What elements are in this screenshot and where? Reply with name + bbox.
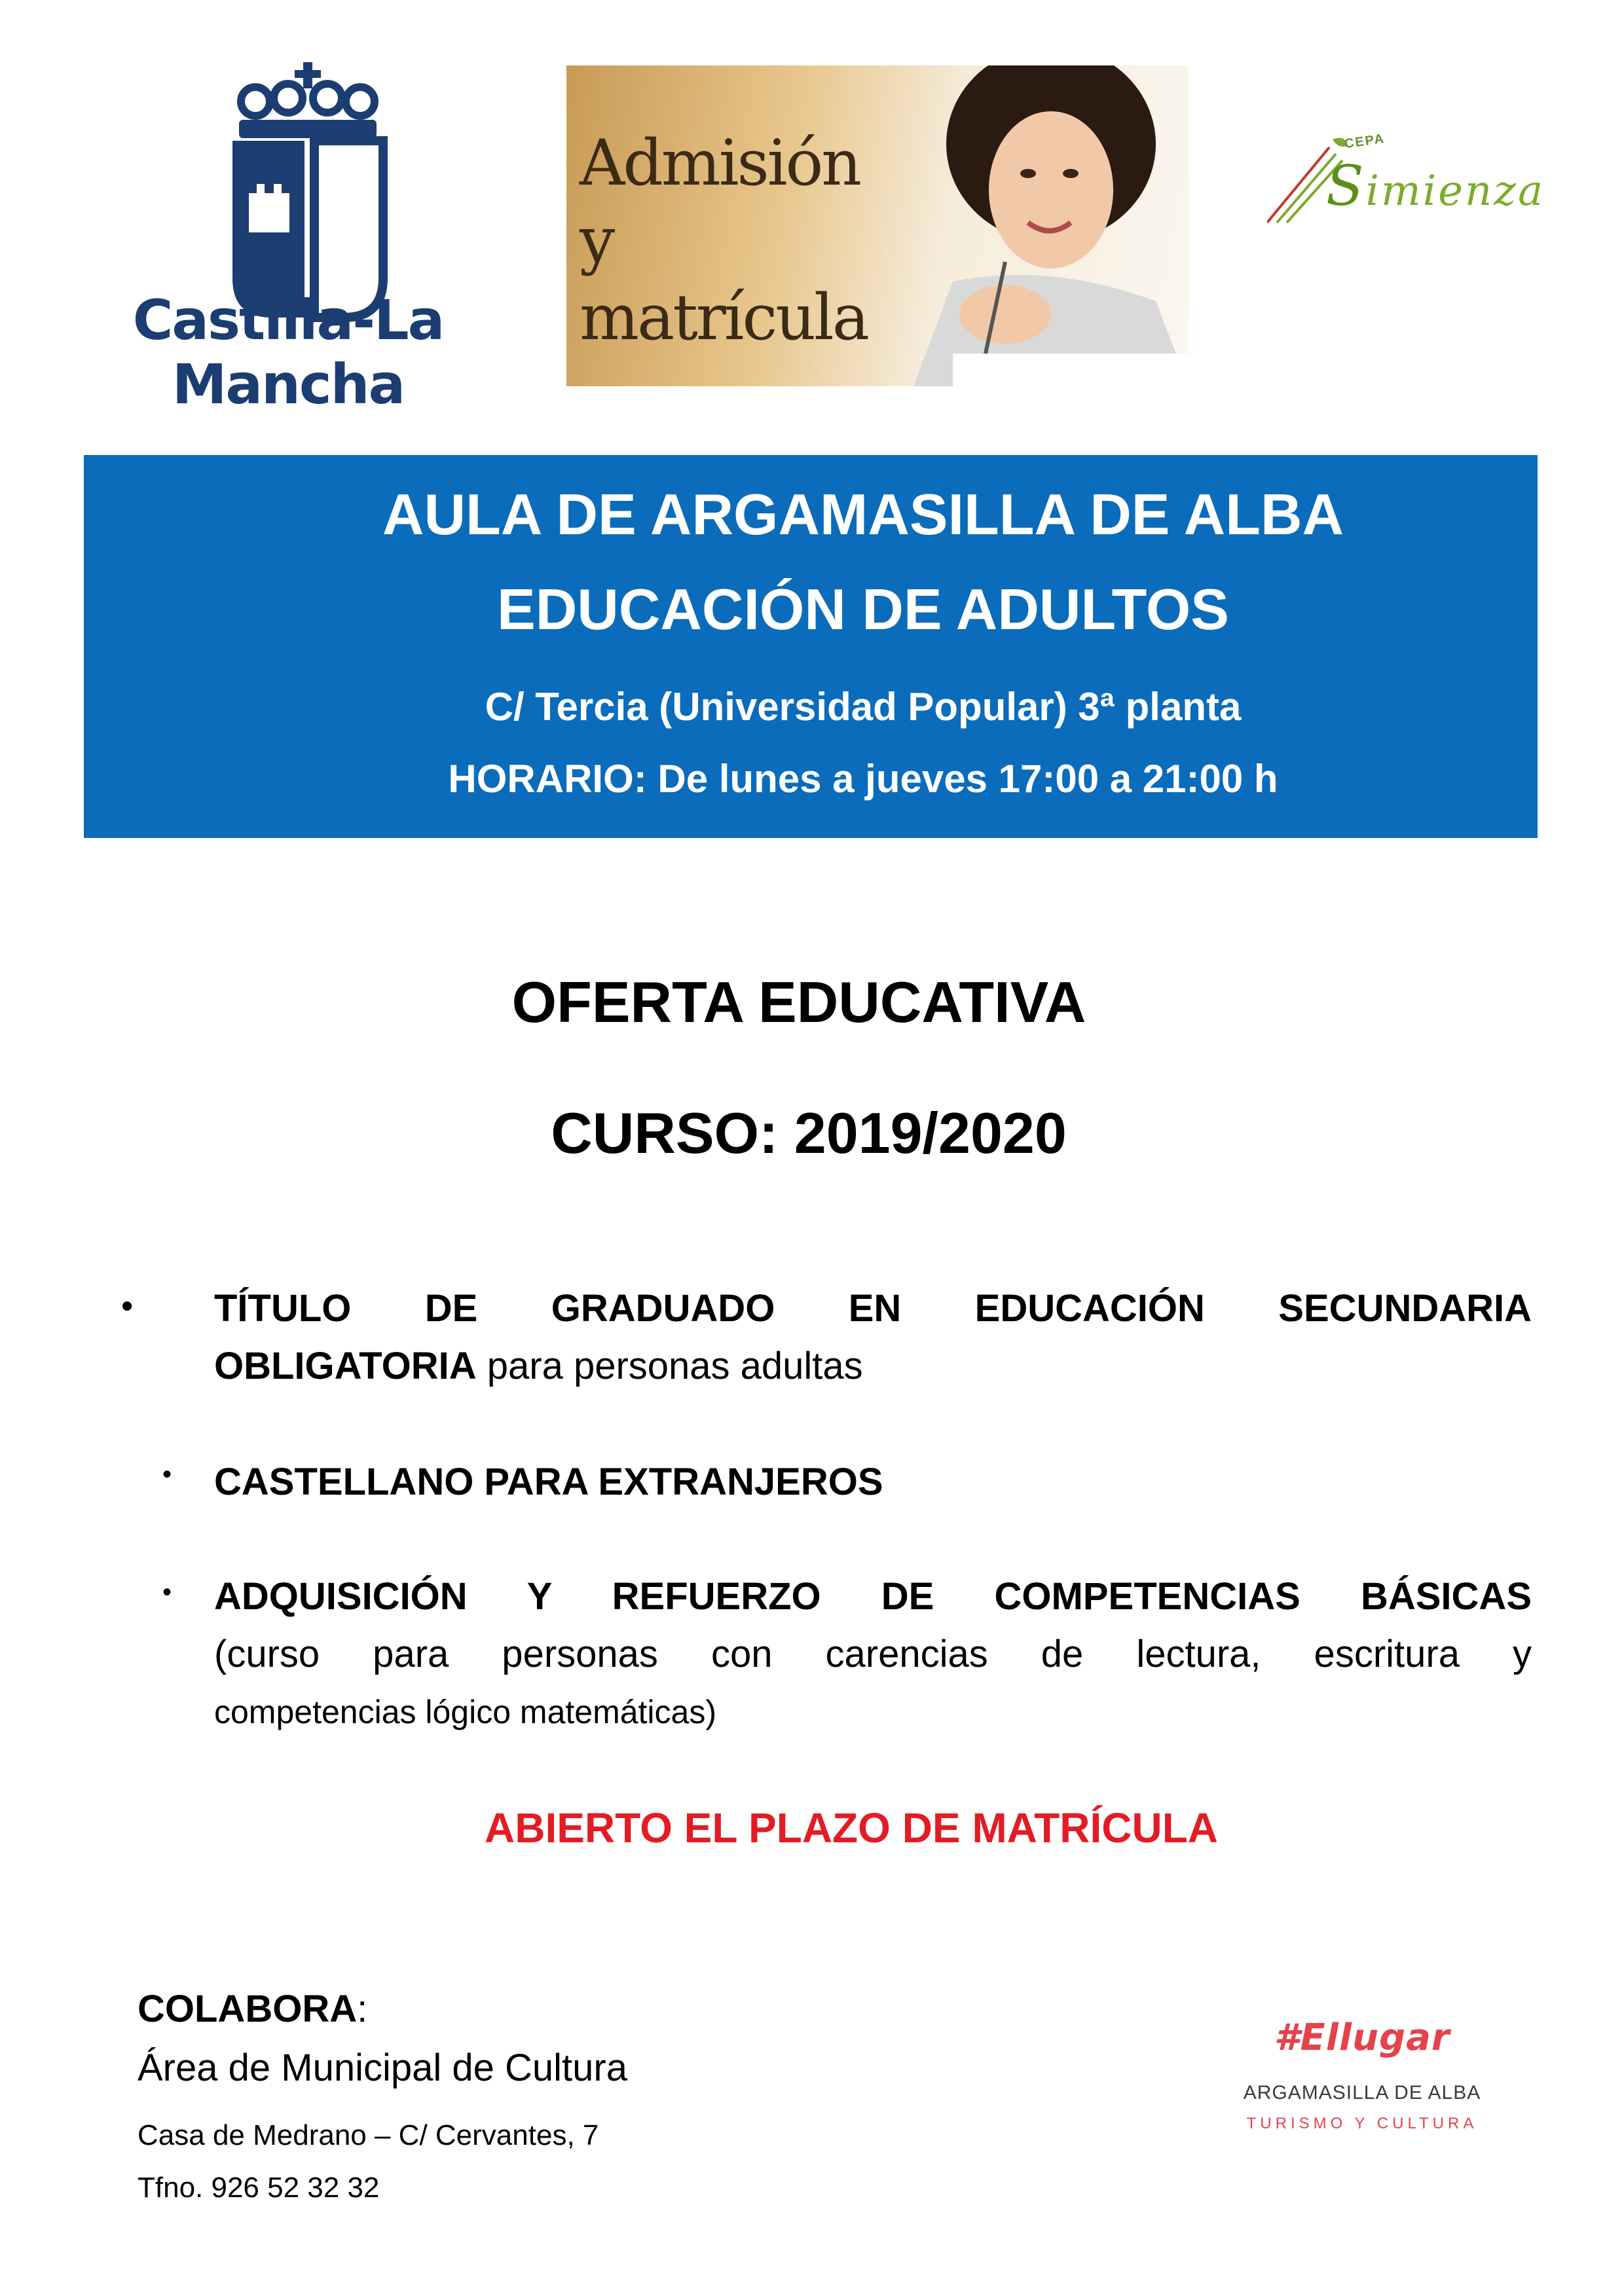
offer-title: OFERTA EDUCATIVA [511, 970, 1086, 1034]
collaborator-colon: : [357, 1988, 368, 2030]
header-schedule: HORARIO: De lunes a jueves 17:00 a 21:00 h [448, 757, 1278, 801]
collaborator-label [138, 1990, 367, 2028]
header-box [84, 455, 1538, 838]
list-item-eso [214, 1280, 1532, 1395]
list-item-castellano [214, 1453, 1532, 1511]
simienza-logo-text [1326, 154, 1545, 218]
list-bullet: • [162, 1578, 172, 1607]
collaborator-area: Área de Municipal de Cultura [138, 2047, 627, 2089]
clm-logo-text: Castilla-La Mancha [132, 288, 444, 416]
header-title: AULA DE ARGAMASILLA DE ALBA [382, 482, 1344, 547]
admission-banner-image [566, 65, 1189, 386]
student-photo [874, 65, 1189, 386]
collaborator-label-bold: COLABORA [138, 1988, 358, 2030]
item-castellano-bold: CASTELLANO PARA EXTRANJEROS [214, 1461, 883, 1503]
ellugar-subtitle: TURISMO Y CULTURA [1246, 2115, 1478, 2132]
list-bullet: • [121, 1287, 134, 1325]
castilla-la-mancha-logo [59, 62, 517, 416]
admission-banner-text: Admisión y matrícula [580, 126, 868, 354]
cepa-simienza-logo [1267, 121, 1545, 236]
list-item-competencias [214, 1568, 1532, 1741]
collaborator-address: Casa de Medrano – C/ Cervantes, 7 [138, 2119, 599, 2151]
header-subtitle: EDUCACIÓN DE ADULTOS [497, 577, 1229, 642]
collaborator-phone: Tfno. 926 52 32 32 [138, 2172, 380, 2204]
item-eso-bold-line1: TÍTULO DE GRADUADO EN EDUCACIÓN SECUNDARIA [214, 1287, 1532, 1330]
cepa-label: CEPA [1343, 131, 1386, 152]
course-title: CURSO: 2019/2020 [551, 1101, 1067, 1165]
simienza-initial: S [1326, 154, 1366, 218]
ellugar-place: ARGAMASILLA DE ALBA [1243, 2082, 1481, 2104]
enrolment-notice: ABIERTO EL PLAZO DE MATRÍCULA [485, 1804, 1218, 1851]
list-bullet: • [162, 1460, 172, 1489]
item-eso-rest: para personas adultas [476, 1345, 863, 1387]
ellugar-hashtag: #Ellugar [1274, 2016, 1450, 2059]
item-competencias-line2: (curso para personas con carencias de lectura, escritura y [214, 1633, 1532, 1675]
simienza-rest: imienza [1365, 167, 1545, 215]
item-competencias-line3: competencias lógico matemáticas) [214, 1694, 716, 1730]
ellugar-logo [1218, 2016, 1506, 2147]
item-eso-bold-line2: OBLIGATORIA [214, 1345, 477, 1387]
crown-icon [226, 62, 390, 141]
item-competencias-bold: ADQUISICIÓN Y REFUERZO DE COMPETENCIAS BÁSICAS [214, 1575, 1532, 1618]
header-address: C/ Tercia (Universidad Popular) 3ª planta [485, 685, 1242, 729]
